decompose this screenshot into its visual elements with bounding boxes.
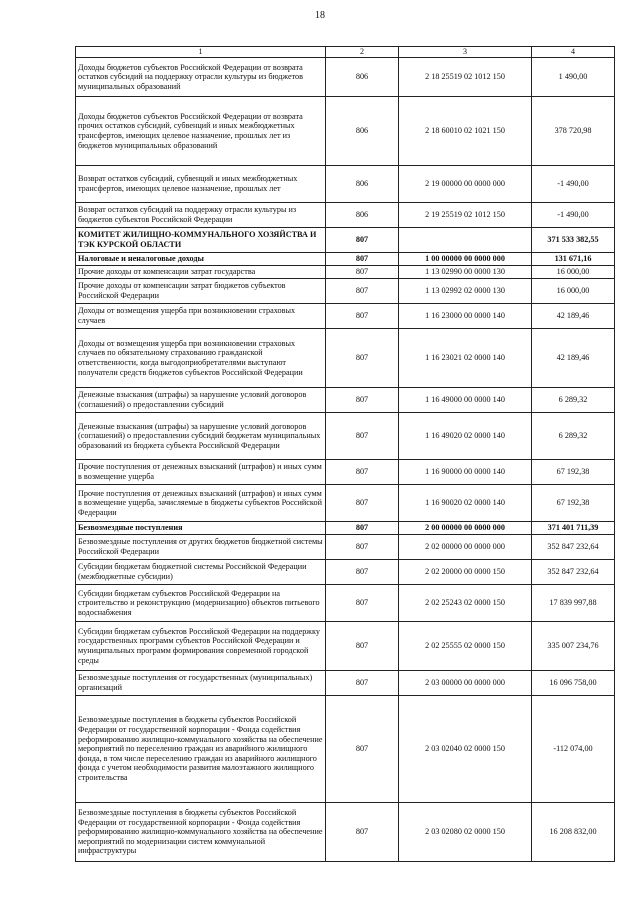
row-code-cell: 2 03 02040 02 0000 150 [399, 696, 532, 803]
row-name-cell: Субсидии бюджетам субъектов Российской Федерации на строительство и реконструкцию (модернизацию) объектов питьевого водоснабжения [76, 585, 326, 622]
table-row [76, 97, 615, 166]
row-admin-cell: 807 [326, 279, 399, 304]
row-admin-cell: 807 [326, 696, 399, 803]
row-code-cell: 1 13 02990 00 0000 130 [399, 266, 532, 279]
row-amount-cell: 16 096 758,00 [532, 671, 615, 696]
row-code-cell: 1 16 23021 02 0000 140 [399, 329, 532, 388]
row-admin-cell: 806 [326, 58, 399, 97]
row-amount-cell: 371 533 382,55 [532, 228, 615, 253]
row-code-cell: 2 19 25519 02 1012 150 [399, 203, 532, 228]
row-code-cell: 2 02 25555 02 0000 150 [399, 622, 532, 671]
table-row [76, 622, 615, 671]
row-amount-cell: -1 490,00 [532, 166, 615, 203]
row-amount-cell: 352 847 232,64 [532, 560, 615, 585]
row-amount-cell: 67 192,38 [532, 460, 615, 485]
row-admin-cell: 807 [326, 304, 399, 329]
row-admin-cell: 807 [326, 460, 399, 485]
table-row [76, 671, 615, 696]
row-name-cell: Доходы от возмещения ущерба при возникновении страховых случаев [76, 304, 326, 329]
row-code-cell: 2 02 25243 02 0000 150 [399, 585, 532, 622]
row-amount-cell: 6 289,32 [532, 413, 615, 460]
row-admin-cell: 807 [326, 266, 399, 279]
row-amount-cell: 371 401 711,39 [532, 522, 615, 535]
row-name-cell: Безвозмездные поступления от государственных (муниципальных) организаций [76, 671, 326, 696]
row-amount-cell: -112 074,00 [532, 696, 615, 803]
row-name-cell: Прочие доходы от компенсации затрат бюджетов субъектов Российской Федерации [76, 279, 326, 304]
table-row [76, 460, 615, 485]
column-header: 2 [326, 47, 399, 58]
budget-table [75, 46, 615, 862]
row-name-cell: Прочие поступления от денежных взысканий (штрафов) и иных сумм в возмещение ущерба, зачисляемые в бюджеты субъектов Российской Федерации [76, 485, 326, 522]
row-amount-cell: 16 000,00 [532, 266, 615, 279]
row-code-cell: 1 00 00000 00 0000 000 [399, 253, 532, 266]
table-row [76, 304, 615, 329]
row-admin-cell: 807 [326, 560, 399, 585]
row-name-cell: Безвозмездные поступления от других бюджетов бюджетной системы Российской Федерации [76, 535, 326, 560]
table-row [76, 535, 615, 560]
row-name-cell: Безвозмездные поступления в бюджеты субъектов Российской Федерации от государственной корпорации - Фонда содействия реформированию жилищно-коммунального хозяйства на обеспечение мероприятий по модернизации систем коммунальной инфраструктуры [76, 803, 326, 862]
row-name-cell: Субсидии бюджетам бюджетной системы Российской Федерации (межбюджетные субсидии) [76, 560, 326, 585]
table-row [76, 279, 615, 304]
row-amount-cell: 42 189,46 [532, 304, 615, 329]
row-name-cell: Безвозмездные поступления [76, 522, 326, 535]
row-name-cell: Денежные взыскания (штрафы) за нарушение условий договоров (соглашений) о предоставлении субсидий бюджетам муниципальных образований из бюджета субъекта Российской Федерации [76, 413, 326, 460]
row-amount-cell: 378 720,98 [532, 97, 615, 166]
row-code-cell: 1 16 49020 02 0000 140 [399, 413, 532, 460]
table-row [76, 166, 615, 203]
table-row [76, 560, 615, 585]
row-amount-cell: 1 490,00 [532, 58, 615, 97]
row-code-cell: 2 00 00000 00 0000 000 [399, 522, 532, 535]
row-admin-cell: 807 [326, 522, 399, 535]
row-code-cell [399, 228, 532, 253]
row-admin-cell: 807 [326, 585, 399, 622]
row-admin-cell: 807 [326, 228, 399, 253]
row-name-cell: КОМИТЕТ ЖИЛИЩНО-КОММУНАЛЬНОГО ХОЗЯЙСТВА И ТЭК КУРСКОЙ ОБЛАСТИ [76, 228, 326, 253]
row-admin-cell: 807 [326, 622, 399, 671]
row-amount-cell: 42 189,46 [532, 329, 615, 388]
table-row [76, 228, 615, 253]
row-code-cell: 2 18 60010 02 1021 150 [399, 97, 532, 166]
row-name-cell: Налоговые и неналоговые доходы [76, 253, 326, 266]
row-admin-cell: 807 [326, 535, 399, 560]
row-code-cell: 2 18 25519 02 1012 150 [399, 58, 532, 97]
row-name-cell: Денежные взыскания (штрафы) за нарушение условий договоров (соглашений) о предоставлении субсидий [76, 388, 326, 413]
row-amount-cell: 335 007 234,76 [532, 622, 615, 671]
table-row [76, 413, 615, 460]
table-row [76, 253, 615, 266]
row-amount-cell: 131 671,16 [532, 253, 615, 266]
row-code-cell: 2 19 00000 00 0000 000 [399, 166, 532, 203]
table-row [76, 522, 615, 535]
row-admin-cell: 807 [326, 253, 399, 266]
row-name-cell: Прочие доходы от компенсации затрат государства [76, 266, 326, 279]
row-code-cell: 1 16 90000 00 0000 140 [399, 460, 532, 485]
table-row [76, 388, 615, 413]
table-row [76, 585, 615, 622]
row-admin-cell: 806 [326, 203, 399, 228]
row-code-cell: 2 03 02080 02 0000 150 [399, 803, 532, 862]
row-admin-cell: 807 [326, 671, 399, 696]
row-amount-cell: 352 847 232,64 [532, 535, 615, 560]
row-name-cell: Прочие поступления от денежных взысканий (штрафов) и иных сумм в возмещение ущерба [76, 460, 326, 485]
table-row [76, 329, 615, 388]
column-header: 3 [399, 47, 532, 58]
row-name-cell: Безвозмездные поступления в бюджеты субъектов Российской Федерации от государственной корпорации - Фонда содействия реформированию жилищно-коммунального хозяйства на обеспечение мероприятий по переселению граждан из аварийного жилищного фонда, в том числе переселению граждан из аварийного жилищного фонда с учетом необходимости развития малоэтажного жилищного строительства [76, 696, 326, 803]
table-row [76, 485, 615, 522]
row-code-cell: 1 13 02992 02 0000 130 [399, 279, 532, 304]
row-amount-cell: 67 192,38 [532, 485, 615, 522]
row-name-cell: Доходы бюджетов субъектов Российской Федерации от возврата прочих остатков субсидий, субвенций и иных межбюджетных трансфертов, имеющих целевое назначение, прошлых лет из бюджетов муниципальных образований [76, 97, 326, 166]
row-name-cell: Возврат остатков субсидий, субвенций и иных межбюджетных трансфертов, имеющих целевое назначение, прошлых лет [76, 166, 326, 203]
row-admin-cell: 807 [326, 329, 399, 388]
row-name-cell: Доходы бюджетов субъектов Российской Федерации от возврата остатков субсидий на поддержку отрасли культуры из бюджетов муниципальных образований [76, 58, 326, 97]
row-name-cell: Субсидии бюджетам субъектов Российской Федерации на поддержку государственных программ субъектов Российской Федерации и муниципальных программ формирования современной городской среды [76, 622, 326, 671]
row-amount-cell: 16 000,00 [532, 279, 615, 304]
row-amount-cell: 16 208 832,00 [532, 803, 615, 862]
row-code-cell: 1 16 23000 00 0000 140 [399, 304, 532, 329]
row-admin-cell: 807 [326, 413, 399, 460]
row-admin-cell: 807 [326, 485, 399, 522]
row-code-cell: 1 16 90020 02 0000 140 [399, 485, 532, 522]
row-admin-cell: 806 [326, 97, 399, 166]
row-code-cell: 1 16 49000 00 0000 140 [399, 388, 532, 413]
column-header: 1 [76, 47, 326, 58]
row-amount-cell: 17 839 997,88 [532, 585, 615, 622]
row-code-cell: 2 03 00000 00 0000 000 [399, 671, 532, 696]
row-amount-cell: -1 490,00 [532, 203, 615, 228]
table-row [76, 696, 615, 803]
page-number: 18 [315, 10, 325, 21]
row-code-cell: 2 02 00000 00 0000 000 [399, 535, 532, 560]
row-amount-cell: 6 289,32 [532, 388, 615, 413]
row-admin-cell: 807 [326, 803, 399, 862]
row-admin-cell: 806 [326, 166, 399, 203]
table-header-row [76, 47, 615, 58]
table-row [76, 266, 615, 279]
row-admin-cell: 807 [326, 388, 399, 413]
row-name-cell: Доходы от возмещения ущерба при возникновении страховых случаев по обязательному страхованию гражданской ответственности, когда выгодоприобретателями выступают получатели средств бюджетов субъектов Российской Федерации [76, 329, 326, 388]
row-name-cell: Возврат остатков субсидий на поддержку отрасли культуры из бюджетов субъектов Российской Федерации [76, 203, 326, 228]
table-row [76, 58, 615, 97]
table-row [76, 803, 615, 862]
table-row [76, 203, 615, 228]
column-header: 4 [532, 47, 615, 58]
row-code-cell: 2 02 20000 00 0000 150 [399, 560, 532, 585]
